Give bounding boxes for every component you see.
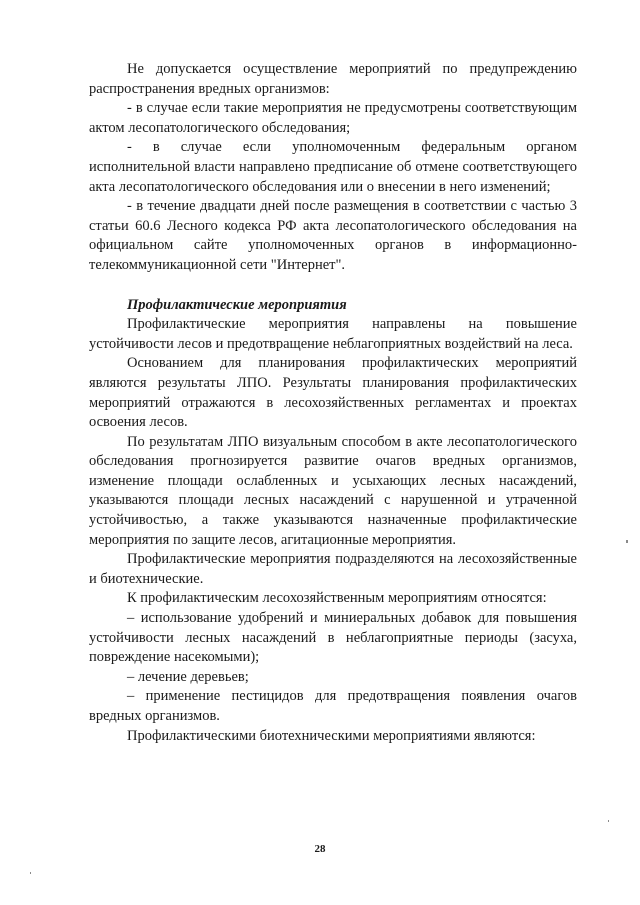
section-heading: Профилактические мероприятия xyxy=(127,296,347,313)
document-page xyxy=(89,60,577,746)
list-item: – использование удобрений и миниеральных добавок для повышения устойчивости лесных насаждений в неблагоприятные периоды (засуха, повреждение насекомыми); xyxy=(89,610,577,666)
body-paragraph: Основанием для планирования профилактических мероприятий являются результаты ЛПО. Результаты планирования профилактических мероприятий отражаются в лесохозяйственных регламентах и проектах освоения лесов. xyxy=(89,355,577,431)
list-item: - в течение двадцати дней после размещения в соответствии с частью 3 статьи 60.6 Лесного кодекса РФ акта лесопатологического обследования на официальном сайте уполномоченных органов в информационно-телекоммуникационной сети "Интернет". xyxy=(89,198,577,273)
list-item: – лечение деревьев; xyxy=(127,668,249,685)
body-paragraph: Профилактическими биотехническими мероприятиями являются: xyxy=(127,727,536,744)
scan-speck xyxy=(30,872,31,874)
page-number: 28 xyxy=(314,843,326,855)
list-item: - в случае если такие мероприятия не предусмотрены соответствующим актом лесопатологического обследования; xyxy=(89,100,577,136)
body-paragraph: По результатам ЛПО визуальным способом в акте лесопатологического обследования прогнозируется развитие очагов вредных организмов, изменение площади ослабленных и усыхающих лесных насаждений, указываются площади лесных насаждений с нарушенной и утраченной устойчивостью, а также указываются назначенные профилактические мероприятия по защите лесов, агитационные мероприятия. xyxy=(89,433,577,548)
list-item: - в случае если уполномоченным федеральным органом исполнительной власти направлено предписание об отмене соответствующего акта лесопатологического обследования или о внесении в него изменений; xyxy=(89,139,577,195)
body-paragraph: Профилактические мероприятия направлены на повышение устойчивости лесов и предотвращение неблагоприятных воздействий на леса. xyxy=(89,316,577,352)
list-item: – применение пестицидов для предотвращения появления очагов вредных организмов. xyxy=(89,688,577,724)
intro-paragraph: Не допускается осуществление мероприятий по предупреждению распространения вредных организмов: xyxy=(89,61,577,97)
scan-speck xyxy=(626,540,628,543)
body-paragraph: Профилактические мероприятия подразделяются на лесохозяйственные и биотехнические. xyxy=(89,551,577,587)
scan-speck xyxy=(608,820,609,822)
body-paragraph: К профилактическим лесохозяйственным мероприятиям относятся: xyxy=(127,590,547,607)
